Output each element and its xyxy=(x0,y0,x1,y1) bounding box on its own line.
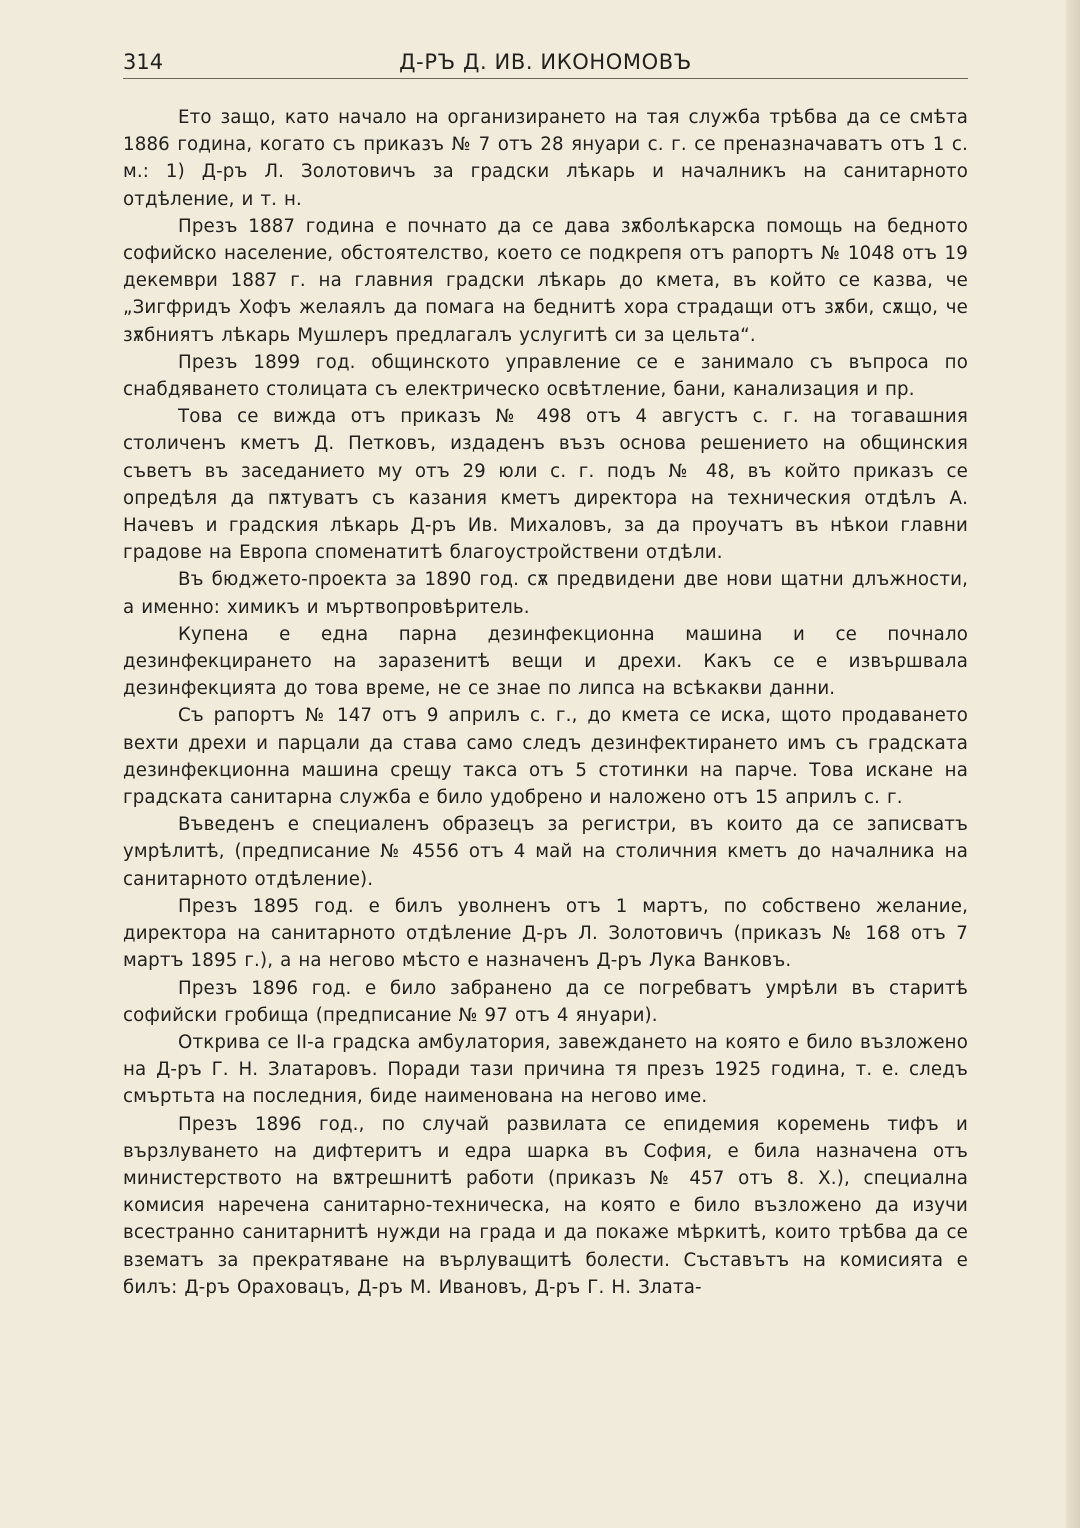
page-edge-shadow xyxy=(1066,0,1080,1528)
running-head: Д-РЪ Д. ИВ. ИКОНОМОВЪ xyxy=(399,50,692,74)
paragraph: Открива се II-а градска амбулатория, завеждането на която е било възложено на Д-ръ Г. Н. Златаровъ. Поради тази причина тя презъ 1925 година, т. е. следъ смъртьта на последния, биде наименована на негово име. xyxy=(123,1031,968,1108)
paragraph: Това се вижда отъ приказъ № 498 отъ 4 августъ с. г. на тогавашния столиченъ кметъ Д. Петковъ, издаденъ възъ основа решението на общинския съветъ въ заседанието му отъ 29 юли с. г. подъ № 48, въ който приказъ се опредѣля да пѫтуватъ съ казания кметъ директора на техническия отдѣлъ А. Начевъ и градския лѣкарь Д-ръ Ив. Михаловъ, за да проучатъ въ нѣкои главни градове на Европа споменатитѣ благоустройствени отдѣли. xyxy=(123,406,968,564)
paragraph: Презъ 1896 год. е било забранено да се погребватъ умрѣли въ старитѣ софийски гробища (предписание № 97 отъ 4 януари). xyxy=(123,977,968,1026)
paragraph: Презъ 1895 год. е билъ уволненъ отъ 1 мартъ, по собствено желание, директора на санитарното отдѣление Д-ръ Л. Золотовичъ (приказъ № 168 отъ 7 мартъ 1895 г.), а на негово мѣсто е назначенъ Д-ръ Лука Ванковъ. xyxy=(123,895,968,972)
body-text xyxy=(123,104,968,1301)
paragraph: Въ бюджето-проекта за 1890 год. сѫ предвидени две нови щатни длъжности, а именно: химикъ и мъртвопровѣритель. xyxy=(123,569,968,618)
page-header xyxy=(123,48,968,79)
paragraph: Презъ 1887 година е почнато да се дава зѫболѣкарска помощь на бедното софийско население, обстоятелство, което се подкрепя отъ рапортъ № 1048 отъ 19 декември 1887 г. на главния градски лѣкарь до кмета, въ който се казва, че „Зигфридъ Хофъ желаялъ да помага на беднитѣ хора страдащи отъ зѫби, сѫщо, че зѫбниятъ лѣкарь Мушлеръ предлагалъ услугитѣ си за цельта“. xyxy=(123,215,968,346)
paragraph: Съ рапортъ № 147 отъ 9 априлъ с. г., до кмета се иска, щото продаването вехти дрехи и парцали да става само следъ дезинфектирането имъ съ градската дезинфекционна машина срещу такса отъ 5 стотинки на парче. Това искане на градската санитарна служба е било удобрено и наложено отъ 15 априлъ с. г. xyxy=(123,705,968,809)
paragraph: Презъ 1899 год. общинското управление се е занимало съ въпроса по снабдяването столицата съ електрическо освѣтление, бани, канализация и пр. xyxy=(123,351,968,401)
paragraph: Купена е една парна дезинфекционна машина и се почнало дезинфекцирането на заразенитѣ вещи и дрехи. Какъ се е извършвала дезинфекцията до това време, не се знае по липса на всѣкакви данни. xyxy=(123,623,968,700)
paragraph: Презъ 1896 год., по случай развилата се епидемия коремень тифъ и вързлуването на дифтеритъ и едра шарка въ София, е била назначена отъ министерството на вѫтрешнитѣ работи (приказъ № 457 отъ 8. X.), специална комисия наречена санитарно-техническа, на която е било възложено да изучи всестранно санитарнитѣ нужди на града и да покаже мѣркитѣ, които трѣбва да се взематъ за прекратяване на върлуващитѣ болести. Съставътъ на комисията е билъ: Д-ръ Ораховацъ, Д-ръ М. Ивановъ, Д-ръ Г. Н. Злата- xyxy=(123,1113,968,1298)
paragraph: Ето защо, като начало на организирането на тая служба трѣбва да се смѣта 1886 година, когато съ приказъ № 7 отъ 28 януари с. г. се преназначаватъ отъ 1 с. м.: 1) Д-ръ Л. Золотовичъ за градски лѣкарь и началникъ на санитарното отдѣление, и т. н. xyxy=(123,107,968,210)
paragraph: Въведенъ е специаленъ образецъ за регистри, въ които да се записватъ умрѣлитѣ, (предписание № 4556 отъ 4 май на столичния кметъ до началника на санитарното отдѣление). xyxy=(123,814,968,890)
page-number: 314 xyxy=(123,50,164,74)
